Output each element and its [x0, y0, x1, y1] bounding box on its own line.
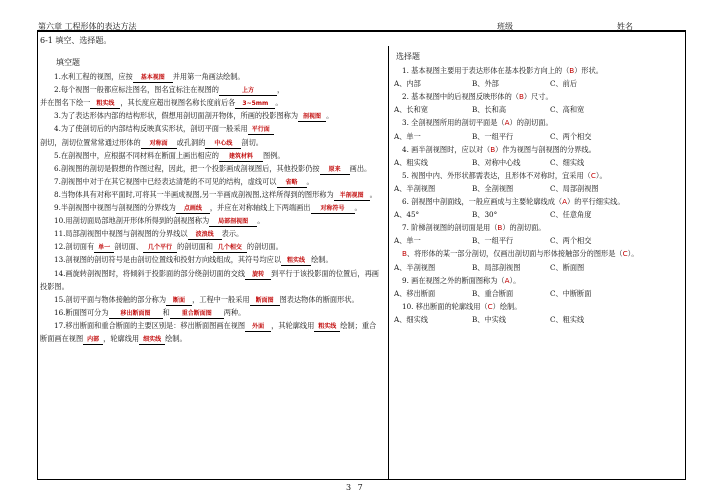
- choice-options: A、45° B、30° C、任意角度: [394, 210, 592, 220]
- answer-blank[interactable]: 省略: [277, 178, 307, 188]
- choice-question-4: 4. 画半剖视图时，应以对（B）作为视图与剖视图的分界线。: [402, 144, 596, 154]
- choice-answer[interactable]: B: [490, 144, 496, 154]
- fill-question-6: 6.剖视图的剖切是假想的作图过程，因此，把一个投影画成剖视图后，其他投影仍按 原来 画出。: [54, 163, 372, 173]
- chapter-title: 第六章 工程形体的表达方法: [38, 22, 137, 31]
- answer-blank[interactable]: 3~5mm: [235, 99, 275, 109]
- answer-blank[interactable]: 几个平行: [143, 243, 177, 253]
- answer-blank[interactable]: 内部: [83, 335, 103, 345]
- choice-options: A、细实线 B、中实线 C、粗实线: [394, 314, 585, 324]
- answer-blank[interactable]: 细实线: [139, 335, 165, 345]
- fill-question-8: 8.当物体具有对称平面时,可将其一半画成视图,另一半画成剖视图,这样所得到的图形称为 半剖视图 。: [54, 189, 377, 199]
- answer-blank[interactable]: 断面: [166, 296, 192, 306]
- answer-blank[interactable]: 建筑材料: [219, 152, 263, 162]
- choice-options: A、单一 B、一组平行 C、两个相交: [394, 236, 592, 246]
- answer-blank[interactable]: 点画线: [176, 204, 210, 214]
- choice-options: A、半剖视图 B、全剖视图 C、局部剖视图: [394, 183, 599, 193]
- answer-blank[interactable]: 平行面: [248, 125, 274, 135]
- choice-options: A、长和宽 B、长和高 C、高和宽: [394, 105, 585, 115]
- answer-blank[interactable]: 断面图: [250, 296, 280, 306]
- choice-answer[interactable]: C: [622, 249, 628, 259]
- choice-answer[interactable]: B: [569, 66, 575, 76]
- fill-question-12: 12.剖切面有 单一 剖切面、 几个平行 的剖切面和 几个相交 的剖切面。: [54, 242, 283, 252]
- answer-blank[interactable]: 基本视图: [133, 73, 173, 83]
- answer-blank[interactable]: 半剖视图: [334, 191, 370, 201]
- answer-blank[interactable]: 单一: [94, 243, 114, 253]
- fill-question-3: 3.为了表达形体内部的结构形状，假想用剖切面剖开物体，所画的投影图称为 剖视图 。: [54, 111, 334, 121]
- answer-blank[interactable]: 局部剖视图: [209, 217, 257, 227]
- answer-blank[interactable]: 原来: [320, 165, 350, 175]
- choice-question-6: 6. 剖视图中剖面线，一般应画成与主要轮廓线成（A）的平行细实线。: [402, 197, 625, 207]
- page-number: 3 7: [346, 483, 365, 492]
- answer-blank[interactable]: 剖视图: [298, 112, 326, 122]
- top-rule: [38, 31, 685, 32]
- choice-section: [394, 50, 684, 326]
- column-divider: [388, 46, 389, 480]
- choice-answer[interactable]: A: [504, 275, 510, 285]
- choice-answer[interactable]: C: [590, 170, 596, 180]
- answer-blank[interactable]: 外面: [245, 322, 271, 332]
- answer-blank[interactable]: 几个相交: [213, 243, 247, 253]
- choice-options: A、内部 B、外部 C、前后: [394, 79, 578, 89]
- fill-question-5: 5.在剖视图中，应根据不同材料在断面上画出相应的 建筑材料 图例。: [54, 150, 285, 160]
- choice-answer[interactable]: A: [504, 118, 510, 128]
- choice-question-7: 7. 阶梯剖视图的剖切面是用（B）的剖切面。: [402, 223, 546, 233]
- choice-options: A、半剖视图 B、局部剖视图 C、断面图: [394, 262, 585, 272]
- answer-blank[interactable]: 对称符号: [311, 204, 355, 214]
- choice-options: A、单一 B、一组平行 C、两个相交: [394, 131, 592, 141]
- answer-blank[interactable]: 上方: [219, 86, 277, 96]
- fill-question-9: 9.半剖视图中视图与剖视图的分界线为 点画线 ，并应在对称轴线上下两端画出 对称符号 。: [54, 203, 362, 213]
- fill-question-16: 16.断面图可分为 移出断面图 和 重合断面图 两种。: [54, 307, 246, 317]
- answer-blank[interactable]: 重合断面图: [170, 309, 224, 319]
- choice-answer[interactable]: A: [562, 197, 568, 207]
- page-header: [0, 0, 713, 30]
- name-label: 姓名: [617, 22, 633, 31]
- choice-question-5: 5. 视图中内、外形状都需表达，且形体不对称时，宜采用（C）。: [402, 170, 607, 180]
- choice-question-10: 10. 移出断面的轮廓线用（C）绘制。: [402, 301, 522, 311]
- fill-question-17: 17.移出断面和重合断面的主要区别是：移出断面图画在视图 外面 ，其轮廓线用 粗实线 绘制；重合断面画在视图 内部 ，轮廓线用 细实线 绘制。: [40, 320, 377, 343]
- choice-question-8: B、将形体的某一部分剖切，仅画出剖切面与形体接触部分的图形是（C）。: [402, 249, 639, 259]
- exercise-frame: [37, 30, 686, 480]
- answer-blank[interactable]: 粗实线: [314, 322, 340, 332]
- fill-question-2: 2.每个视图一般都应标注图名，图名宜标注在视图的 上方 ， 并在图名下绘一 粗实线 ，其长度应超出视图名称长度前后各 3~5mm 。: [40, 85, 285, 108]
- answer-blank[interactable]: 粗实线: [90, 99, 120, 109]
- choice-question-2: 2. 基本视图中的后视图反映形体的（B）尺寸。: [402, 92, 553, 102]
- choice-section-title: 选择题: [396, 52, 420, 61]
- answer-blank[interactable]: 移出断面图: [109, 309, 163, 319]
- fill-question-13: 13.剖视图的剖切符号是由剖切位置线和投射方向线组成，其符号均应以 粗实线 绘制。: [54, 255, 333, 265]
- fill-section-title: 填空题: [56, 58, 80, 67]
- choice-question-1: 1. 基本视图主要用于表达形体在基本投影方向上的（B）形状。: [402, 66, 603, 76]
- fill-question-10: 10.用剖切面局部地剖开形体所得到的剖视图称为 局部剖视图 。: [54, 216, 265, 226]
- choice-answer[interactable]: B: [497, 223, 503, 233]
- choice-answer[interactable]: C: [487, 301, 493, 311]
- choice-answer[interactable]: B: [402, 249, 407, 259]
- answer-blank[interactable]: 旋转: [245, 270, 271, 280]
- answer-blank[interactable]: 粗实线: [281, 256, 311, 266]
- answer-blank[interactable]: 波浪线: [188, 230, 222, 240]
- choice-question-9: 9. 画在视图之外的断面图称为（A）。: [402, 275, 521, 285]
- answer-blank[interactable]: 中心线: [205, 139, 241, 149]
- fill-question-11: 11.局部剖视图中视图与剖视图的分界线以 波浪线 表示。: [54, 229, 244, 239]
- choice-question-3: 3. 全剖视图所用的剖切平面是（A）的剖切面。: [402, 118, 553, 128]
- fill-question-14: 14.画旋转剖视图时，将倾斜于投影面的部分绕剖切面的交线 旋转 到平行于该投影面的位置后，再画投影图。: [40, 268, 379, 291]
- choice-options: A、移出断面 B、重合断面 C、中断断面: [394, 288, 592, 298]
- fill-question-15: 15.剖切平面与物体接触的部分称为 断面 ，工程中一般采用 断面图 图表达物体的断面形状。: [54, 294, 359, 304]
- choice-answer[interactable]: B: [518, 92, 524, 102]
- choice-options: A、粗实线 B、对称中心线 C、细实线: [394, 157, 585, 167]
- fill-question-1: 1.水利工程的视图，应按 基本视图 并用第一角画法绘制。: [54, 72, 245, 82]
- exercise-title: 6-1 填空、选择题。: [40, 36, 112, 45]
- class-label: 班级: [497, 22, 513, 31]
- answer-blank[interactable]: 对称面: [141, 139, 177, 149]
- fill-in-section: [40, 56, 383, 345]
- fill-question-7: 7.剖视图中对于在其它视图中已经表达清楚的不可见的结构，虚线可以 省略 。: [54, 176, 314, 186]
- fill-question-4: 4.为了使剖切后的内部结构反映真实形状，剖切平面一般采用 平行面 剖切，剖切位置常常通过形体的 对称面 或孔洞的 中心线 剖切。: [40, 122, 383, 148]
